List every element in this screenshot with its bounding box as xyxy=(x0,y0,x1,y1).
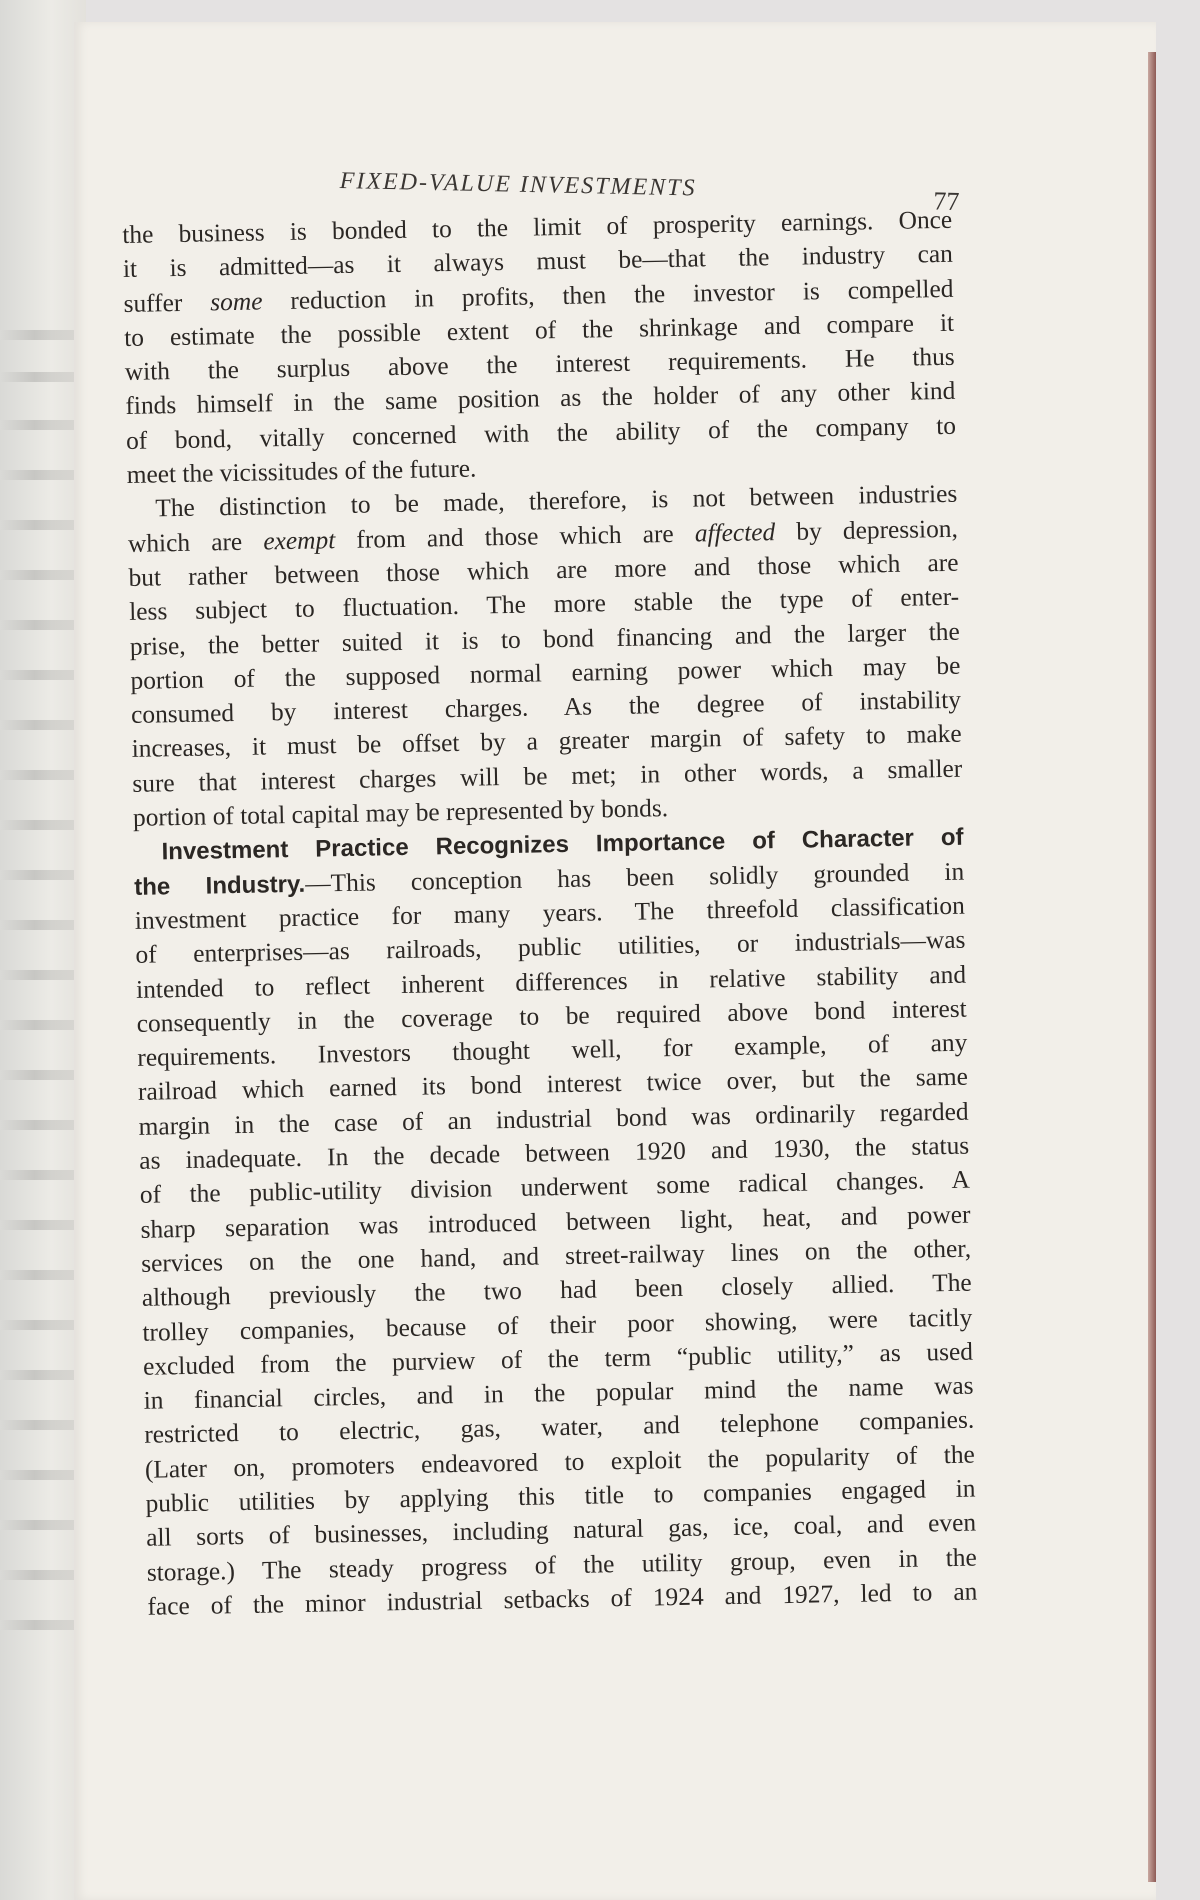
page-number: 77 xyxy=(933,186,960,216)
text-line: storage.) The steady progress of the utility group, even in the xyxy=(146,1543,977,1587)
text-line: it is admitted—as it always must be—that the industry can xyxy=(122,240,954,284)
text-line: investment practice for many years. The threefold classification xyxy=(134,891,965,935)
text-line: requirements. Investors thought well, for example, of any xyxy=(137,1028,968,1072)
running-head: FIXED-VALUE INVESTMENTS xyxy=(339,168,697,202)
text-line: the Industry.—This conception has been solidly grounded in xyxy=(134,857,965,901)
text-line: to estimate the possible extent of the shrinkage and compare it xyxy=(123,308,955,352)
text-line: restricted to electric, gas, water, and telephone companies. xyxy=(144,1405,975,1450)
text-line: portion of total capital may be represented by bonds. xyxy=(132,794,669,832)
text-line: although previously the two had been closely allied. The xyxy=(141,1268,972,1313)
text-line: all sorts of businesses, including natural gas, ice, coal, and even xyxy=(145,1508,977,1553)
text-line: suffer some reduction in profits, then the investor is compelled xyxy=(123,274,954,318)
text-line: with the surplus above the interest requirements. He thus xyxy=(124,342,955,387)
text-line: services on the one hand, and street-railway lines on the other, xyxy=(140,1234,972,1278)
text-line: of bond, vitally concerned with the ability of the company to xyxy=(125,411,957,455)
text-line: prise, the better suited it is to bond financing and the larger the xyxy=(129,617,960,661)
text-line: margin in the case of an industrial bond was ordinarily regarded xyxy=(138,1097,969,1141)
text-line: portion of the supposed normal earning power which may be xyxy=(130,651,961,695)
body-text xyxy=(122,203,978,1624)
text-line: meet the vicissitudes of the future. xyxy=(126,454,477,490)
text-line: sure that interest charges will be met; in other words, a smaller xyxy=(132,754,963,798)
book-cover-edge xyxy=(1148,52,1156,1882)
text-line: railroad which earned its bond interest twice over, but the same xyxy=(137,1063,969,1107)
text-line: as inadequate. In the decade between 1920 and 1930, the status xyxy=(139,1131,970,1175)
text-line: intended to reflect inherent differences in relative stability and xyxy=(135,960,967,1004)
text-line: in financial circles, and in the popular mind the name was xyxy=(143,1371,974,1415)
text-line: the business is bonded to the limit of prosperity earnings. Once xyxy=(122,205,953,249)
section-heading: Investment Practice Recognizes Importance of Character of xyxy=(161,824,964,866)
text-line: consumed by interest charges. As the degree of instability xyxy=(130,685,962,730)
text-line: increases, it must be offset by a greater margin of safety to make xyxy=(131,720,962,764)
text-line: less subject to fluctuation. The more stable the type of enter- xyxy=(128,582,960,627)
text-line: of the public-utility division underwent some radical changes. A xyxy=(139,1165,971,1210)
text-line: trolley companies, because of their poor showing, were tacitly xyxy=(142,1303,973,1347)
text-line: public utilities by applying this title to companies engaged in xyxy=(145,1474,976,1518)
text-line: The distinction to be made, therefore, is not between industries xyxy=(155,480,958,523)
text-line: of enterprises—as railroads, public utilities, or industrials—was xyxy=(135,925,966,970)
text-line: but rather between those which are more and those which are xyxy=(128,548,959,592)
text-line: which are exempt from and those which are affected by depression, xyxy=(127,514,959,558)
text-line: excluded from the purview of the term “public utility,” as used xyxy=(142,1337,974,1381)
text-line: (Later on, promoters endeavored to exploit the popularity of the xyxy=(144,1440,976,1484)
text-line: face of the minor industrial setbacks of 1924 and 1927, led to an xyxy=(147,1577,978,1621)
emphasis: some xyxy=(210,287,263,316)
emphasis: exempt xyxy=(263,525,336,556)
text-line: sharp separation was introduced between light, heat, and power xyxy=(140,1200,971,1244)
emphasis: affected xyxy=(694,517,776,548)
text-line: consequently in the coverage to be required above bond interest xyxy=(136,994,967,1038)
text-line: finds himself in the same position as the holder of any other kind xyxy=(125,377,956,421)
